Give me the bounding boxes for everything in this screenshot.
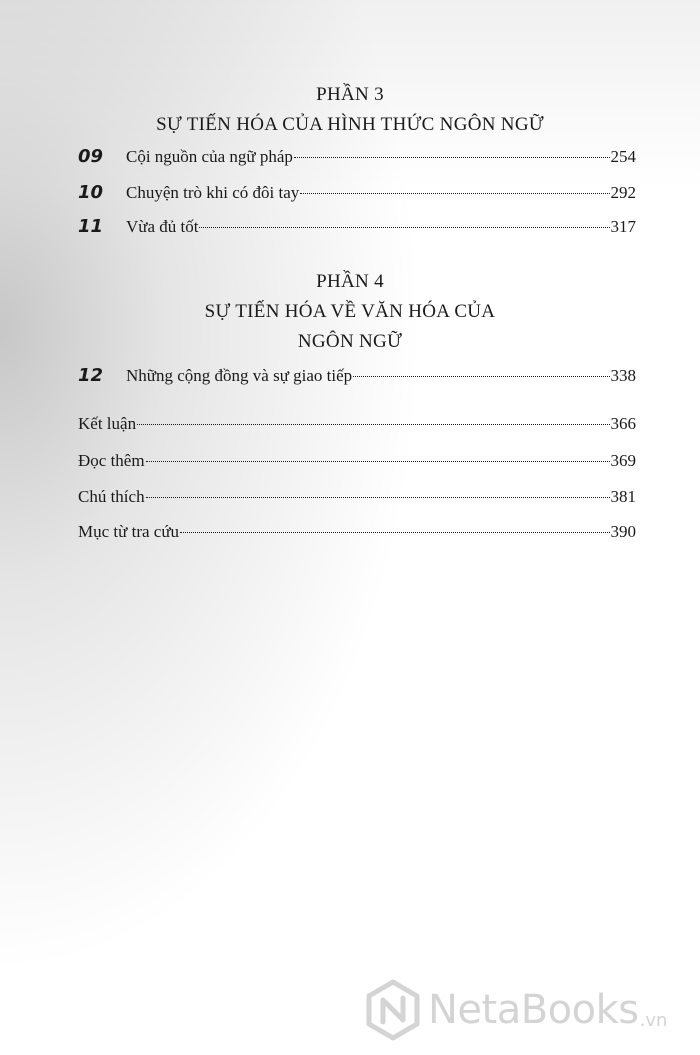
chapter-number: 12 (78, 365, 104, 386)
netabooks-logo-icon (364, 979, 422, 1041)
netabooks-watermark (364, 975, 694, 1045)
page-number: 317 (610, 217, 636, 236)
dot-leader (146, 461, 610, 462)
toc-entry-index[interactable] (78, 518, 636, 546)
page-number: 292 (610, 183, 636, 202)
toc-entry-chapter-10[interactable] (78, 179, 636, 207)
watermark-name: NetaBooks (428, 987, 639, 1033)
part-4-label: PHẦN 4 (316, 271, 384, 292)
dot-leader (300, 193, 609, 194)
dot-leader (294, 157, 610, 158)
page-number: 390 (610, 522, 636, 541)
part-4-title-line-1: SỰ TIẾN HÓA VỀ VĂN HÓA CỦA (204, 301, 496, 322)
entry-title: Chú thích (78, 487, 145, 506)
part-4-heading (0, 267, 700, 357)
entry-title: Cội nguồn của ngữ pháp (126, 147, 293, 166)
chapter-number: 10 (78, 182, 104, 203)
chapter-number: 09 (78, 146, 104, 167)
page-number: 366 (610, 414, 636, 433)
watermark-suffix: .vn (639, 1010, 668, 1031)
page-number: 338 (610, 366, 636, 385)
entry-title: Mục từ tra cứu (78, 522, 180, 541)
dot-leader (137, 424, 609, 425)
chapter-number: 11 (78, 216, 104, 237)
dot-leader (353, 376, 609, 377)
toc-entry-notes[interactable] (78, 483, 636, 511)
toc-entry-chapter-11[interactable] (78, 213, 636, 241)
part-3-title: SỰ TIẾN HÓA CỦA HÌNH THỨC NGÔN NGỮ (156, 114, 544, 135)
entry-title: Kết luận (78, 414, 137, 433)
part-4-title-line-2: NGÔN NGỮ (297, 331, 403, 352)
page-number: 254 (610, 147, 636, 166)
entry-title: Những cộng đồng và sự giao tiếp (126, 366, 353, 385)
entry-title: Chuyện trò khi có đôi tay (126, 183, 300, 202)
toc-entry-chapter-09[interactable] (78, 143, 636, 171)
entry-title: Đọc thêm (78, 451, 145, 470)
page-number: 369 (610, 451, 636, 470)
part-3-label: PHẦN 3 (316, 84, 384, 105)
dot-leader (199, 227, 609, 228)
toc-entry-conclusion[interactable] (78, 410, 636, 438)
entry-title: Vừa đủ tốt (126, 217, 199, 236)
toc-entry-chapter-12[interactable] (78, 362, 636, 390)
page-number: 381 (610, 487, 636, 506)
toc-entry-further-reading[interactable] (78, 447, 636, 475)
dot-leader (146, 497, 610, 498)
dot-leader (180, 532, 609, 533)
part-3-heading (0, 80, 700, 140)
